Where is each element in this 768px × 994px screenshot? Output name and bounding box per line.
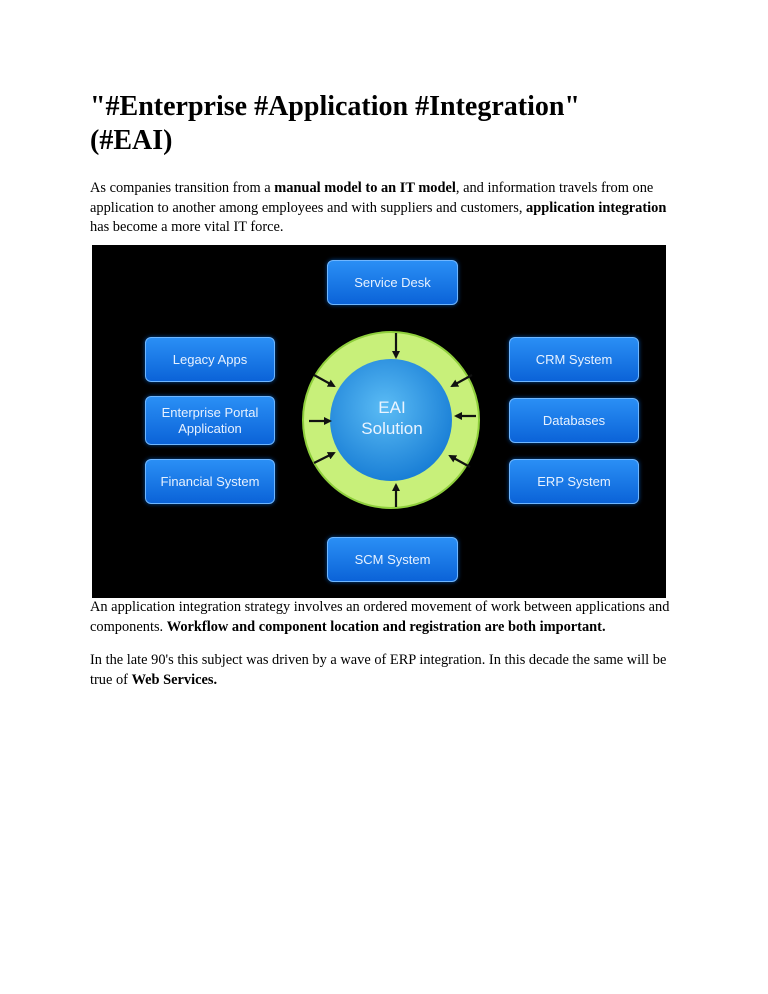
service-desk-label: Service Desk (354, 274, 431, 290)
intro-bold-1: manual model to an IT model (274, 180, 456, 196)
crm-system-box (509, 337, 639, 382)
enterprise-portal-label: Enterprise Portal Application (161, 404, 259, 436)
history-text: In the late 90's this subject was driven by a wave of ERP integration. In this decade the same will be true of (90, 652, 667, 688)
intro-text-3: has become a more vital IT force. (90, 219, 284, 235)
hub-label-line-2: Solution (361, 419, 423, 438)
intro-text-2: , and information travels from one application to another among employees and with suppliers and customers, (90, 180, 654, 216)
financial-system-label: Financial System (160, 473, 260, 489)
financial-system-box (145, 459, 275, 504)
title-line-1: "#Enterprise #Application #Integration" (90, 91, 580, 122)
erp-system-label: ERP System (537, 473, 611, 489)
enterprise-portal-box (145, 396, 275, 445)
strategy-paragraph (90, 598, 680, 637)
scm-system-label: SCM System (354, 551, 431, 567)
strategy-bold: Workflow and component location and registration are both important. (166, 618, 606, 635)
history-paragraph (90, 651, 680, 690)
crm-system-label: CRM System (535, 351, 613, 367)
document-title (90, 90, 690, 158)
history-bold: Web Services. (131, 671, 218, 688)
legacy-apps-box (145, 337, 275, 382)
databases-label: Databases (542, 412, 606, 428)
hub-label (342, 397, 442, 439)
erp-system-box (509, 459, 639, 504)
title-line-2: (#EAI) (90, 125, 173, 156)
intro-text-1: As companies transition from a (90, 180, 275, 196)
hub-label-line-1: EAI (378, 398, 406, 417)
scm-system-box (327, 537, 458, 582)
intro-paragraph (90, 179, 680, 238)
legacy-apps-label: Legacy Apps (172, 351, 248, 367)
strategy-text: An application integration strategy involves an ordered movement of work between applications and components. (90, 599, 670, 635)
eai-diagram (92, 245, 666, 598)
databases-box (509, 398, 639, 443)
service-desk-box (327, 260, 458, 305)
intro-bold-2: application integration (526, 199, 667, 216)
